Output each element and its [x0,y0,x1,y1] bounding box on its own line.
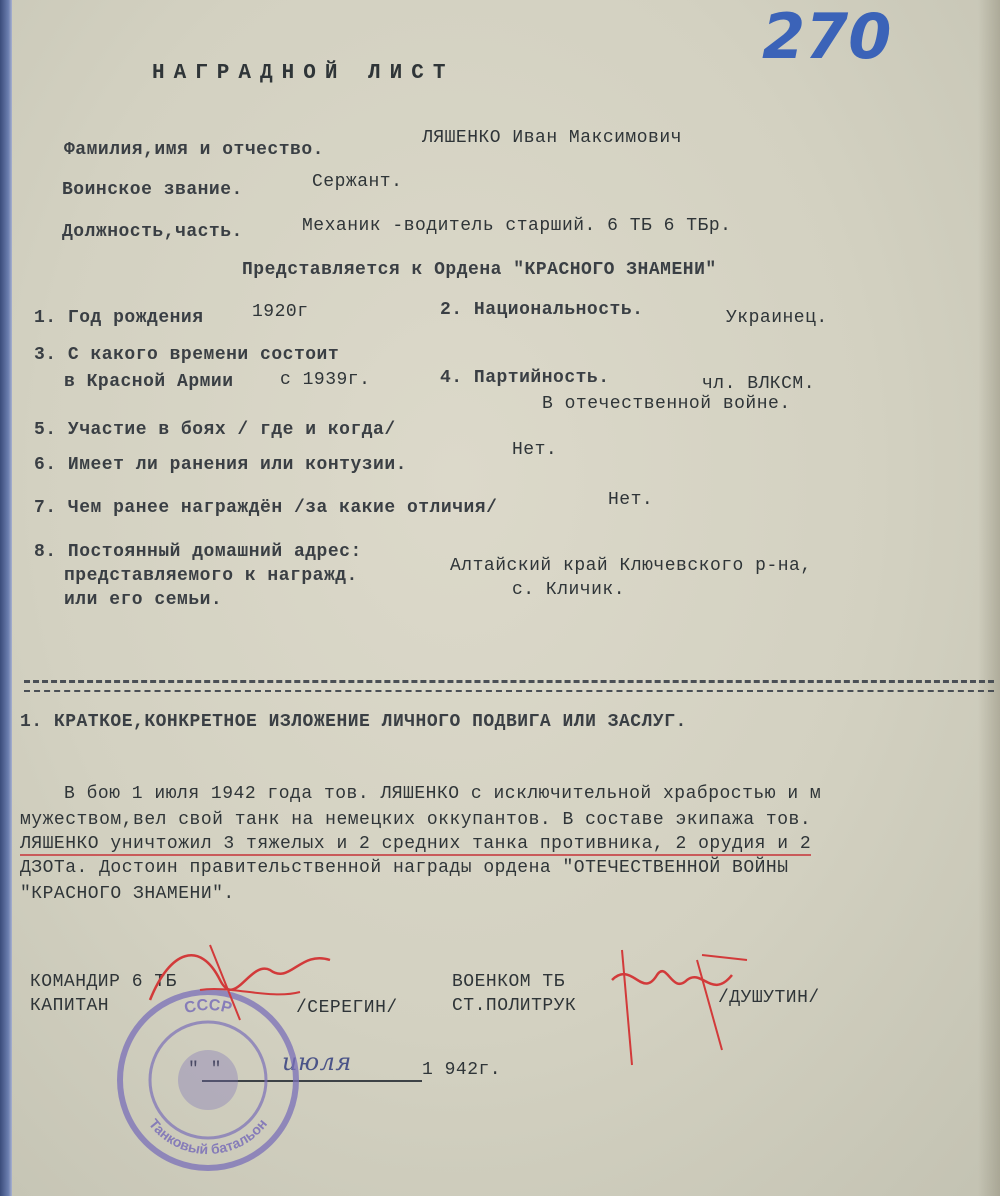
item-6-label: 6. Имеет ли ранения или контузии. [34,455,407,475]
stamp-bottom-text: Танковый батальон [145,1115,271,1158]
item-1-value: 1920г [252,302,309,322]
body-line-4: ДЗОТа. Достоин правительственной награды ордена "ОТЕЧЕСТВЕННОЙ ВОЙНЫ [20,858,789,878]
item-4-label: 4. Партийность. [440,368,610,388]
commander-signature [140,930,340,1040]
left-signatory-name: /СЕРЕГИН/ [296,998,398,1018]
document-title: НАГРАДНОЙ ЛИСТ [152,62,455,85]
item-8-label-3: или его семьи. [64,590,223,610]
date-quote: " " [188,1060,222,1080]
item-1-label: 1. Год рождения [34,308,204,328]
item-3-label: 3. С какого времени состоит [34,345,340,365]
left-title-1: КОМАНДИР 6 ТБ [30,972,177,992]
rank-value: Сержант. [312,172,403,192]
right-title-1: ВОЕНКОМ ТБ [452,972,566,992]
left-title-2: КАПИТАН [30,996,110,1016]
item-7-value: Нет. [608,490,654,510]
rank-label: Воинское звание. [62,180,243,200]
item-8-value-2: с. Кличик. [512,580,626,600]
item-3-label-2: в Красной Армии [64,372,234,392]
right-title-2: СТ.ПОЛИТРУК [452,996,577,1016]
item-8-value: Алтайский край Ключевского р-на, [450,556,812,576]
body-line-5: "КРАСНОГО ЗНАМЕНИ". [20,884,235,904]
item-2-label: 2. Национальность. [440,300,644,320]
item-3-value: с 1939г. [280,370,371,390]
corner-number: 270 [762,0,892,73]
stamp-top-text: СССР [182,996,234,1018]
item-4-value: чл. ВЛКСМ. [702,374,816,394]
post-value: Механик -водитель старший. 6 ТБ 6 ТБр. [302,216,732,236]
item-8-label: 8. Постоянный домашний адрес: [34,542,362,562]
body-line-2: мужеством,вел свой танк на немецких оккупантов. В составе экипажа тов. [20,810,812,830]
post-label: Должность,часть. [62,222,243,242]
item-5-value: В отечественной войне. [542,394,791,414]
right-signatory-name: /ДУШУТИН/ [718,988,820,1008]
separator-line [24,680,994,683]
item-5-label: 5. Участие в боях / где и когда/ [34,420,396,440]
commissar-signature [602,940,752,1070]
document-page [12,0,1000,1196]
item-7-label: 7. Чем ранее награждён /за какие отличия/ [34,498,498,518]
svg-text:Танковый батальон [146,1116,270,1158]
body-line-1: В бою 1 июля 1942 года тов. ЛЯШЕНКО с исключительной храбростью и м [64,784,822,804]
item-8-label-2: представляемого к награжд. [64,566,358,586]
date-month: июля [282,1048,352,1076]
separator-line-2 [24,690,994,692]
nomination-line: Представляется к Ордена "КРАСНОГО ЗНАМЕНИ" [242,260,717,280]
item-2-value: Украинец. [726,308,828,328]
name-value: ЛЯШЕНКО Иван Максимович [422,128,682,148]
page-shadow [978,0,1000,1196]
body-line-3: ЛЯШЕНКО уничтожил 3 тяжелых и 2 средних танка противника, 2 орудия и 2 [20,834,812,854]
date-year: 1 942г. [422,1060,502,1080]
name-label: Фамилия,имя и отчество. [64,140,324,160]
section-heading: 1. КРАТКОЕ,КОНКРЕТНОЕ ИЗЛОЖЕНИЕ ЛИЧНОГО ПОДВИГА ИЛИ ЗАСЛУГ. [20,712,687,732]
item-6-value: Нет. [512,440,558,460]
